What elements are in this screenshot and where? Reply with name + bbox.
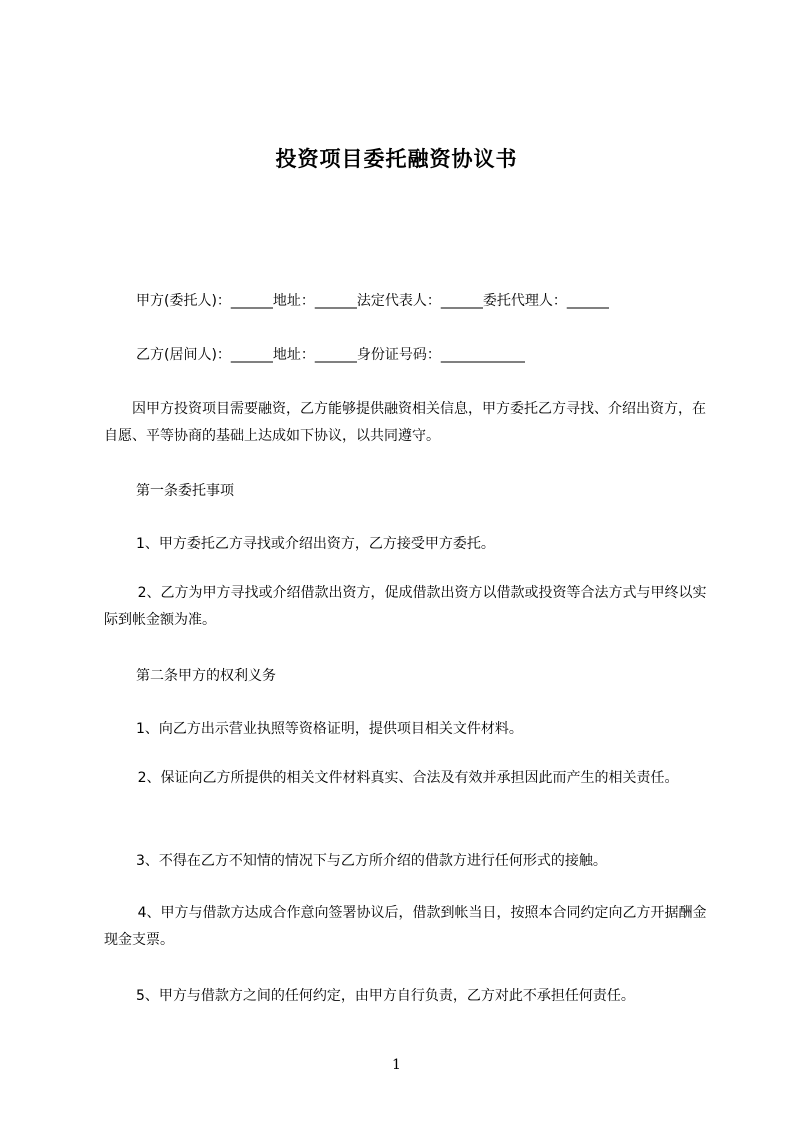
article1-item-1: 1、甲方委托乙方寻找或介绍出资方，乙方接受甲方委托。 xyxy=(136,536,495,552)
page-number: 1 xyxy=(392,1057,401,1073)
party-b-line: 乙方(居间人)：______地址：______身份证号码：____________ xyxy=(136,347,525,363)
article1-heading: 第一条委托事项 xyxy=(136,483,234,499)
article2-item-5: 5、甲方与借款方之间的任何约定，由甲方自行负责，乙方对此不承担任何责任。 xyxy=(136,988,635,1004)
party-a-line: 甲方(委托人)：______地址：______法定代表人：______委托代理人：______ xyxy=(136,293,609,309)
article2-item-4: 4、甲方与借款方达成合作意向签署协议后，借款到帐当日，按照本合同约定向乙方开据酬金现金支票。 xyxy=(104,905,707,948)
article2-item-3: 3、不得在乙方不知情的情况下与乙方所介绍的借款方进行任何形式的接触。 xyxy=(136,853,607,869)
document-title: 投资项目委托融资协议书 xyxy=(275,147,518,171)
article2-heading: 第二条甲方的权利义务 xyxy=(136,668,276,684)
article2-item-2: 2、保证向乙方所提供的相关文件材料真实、合法及有效并承担因此而产生的相关责任。 xyxy=(137,770,679,786)
article2-item-1: 1、向乙方出示营业执照等资格证明，提供项目相关文件材料。 xyxy=(136,721,523,737)
article1-item-2: 2、乙方为甲方寻找或介绍借款出资方，促成借款出资方以借款或投资等合法方式与甲终以实际到帐金额为准。 xyxy=(104,585,707,628)
preamble-paragraph: 因甲方投资项目需要融资，乙方能够提供融资相关信息，甲方委托乙方寻找、介绍出资方，在自愿、平等协商的基础上达成如下协议，以共同遵守。 xyxy=(104,401,706,444)
